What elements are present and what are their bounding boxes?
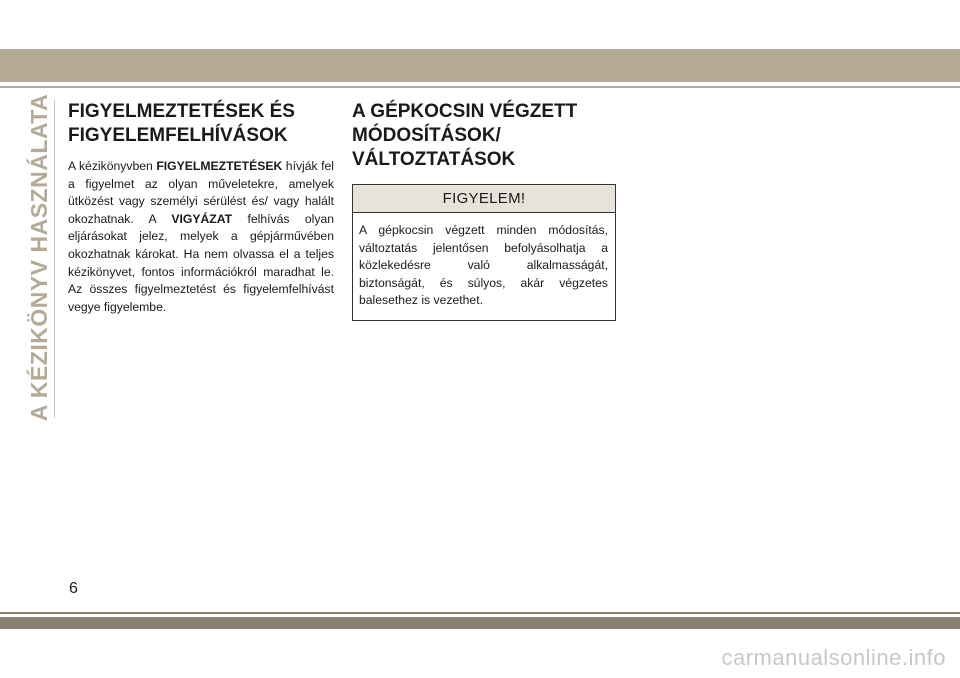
paragraph-bold-warnings: FIGYELMEZTETÉSEK	[156, 159, 283, 173]
section-side-tab	[23, 93, 57, 421]
right-column	[352, 100, 616, 321]
modifications-heading	[352, 100, 616, 172]
bottom-decor-band	[0, 617, 960, 629]
paragraph-text-start: A kézikönyvben	[68, 159, 157, 173]
modifications-heading-line3: VÁLTOZTATÁSOK	[352, 149, 516, 170]
left-column	[68, 100, 334, 316]
watermark-text: carmanualsonline.info	[721, 645, 946, 670]
warning-box-text: A gépkocsin végzett minden módosítás, változtatás jelentősen befolyásolhatja a közlekedésre való alkalmasságát, biztonságát, és súlyos, akár végzetes balesethez is vezethet.	[359, 223, 608, 308]
paragraph-text-end: felhívás olyan eljárásokat jelez, melyek a gépjárművében okozhatnak károkat. Ha nem olvassa el a teljes kézikönyvet, fontos információkról maradhat le. Az összes figyelmeztetést és figyelemfelhívást vegye figyelembe.	[68, 211, 334, 314]
warnings-paragraph	[68, 158, 334, 316]
warning-box-title: FIGYELEM!	[353, 185, 615, 213]
section-side-tab-label: A KÉZIKÖNYV HASZNÁLATA	[26, 93, 53, 421]
warnings-heading	[68, 100, 334, 148]
warnings-heading-line2: FIGYELEMFELHÍVÁSOK	[68, 125, 288, 146]
top-decor-band	[0, 49, 960, 82]
top-decor-line	[0, 86, 960, 88]
paragraph-text-middle: hívják fel a figyelmet az olyan műveletekre, amelyek ütközést vagy személyi sérülést és/ vagy halált okozhatnak. A	[68, 159, 335, 226]
bottom-decor-line	[0, 612, 960, 614]
modifications-heading-line2: MÓDOSÍTÁSOK/	[352, 125, 501, 146]
paragraph-bold-caution: VIGYÁZAT	[171, 211, 233, 226]
modifications-heading-line1: A GÉPKOCSIN VÉGZETT	[352, 101, 578, 122]
warning-box	[352, 184, 616, 321]
side-divider	[54, 100, 55, 418]
page-number: 6	[69, 580, 78, 597]
warnings-heading-line1: FIGYELMEZTETÉSEK ÉS	[68, 101, 295, 122]
